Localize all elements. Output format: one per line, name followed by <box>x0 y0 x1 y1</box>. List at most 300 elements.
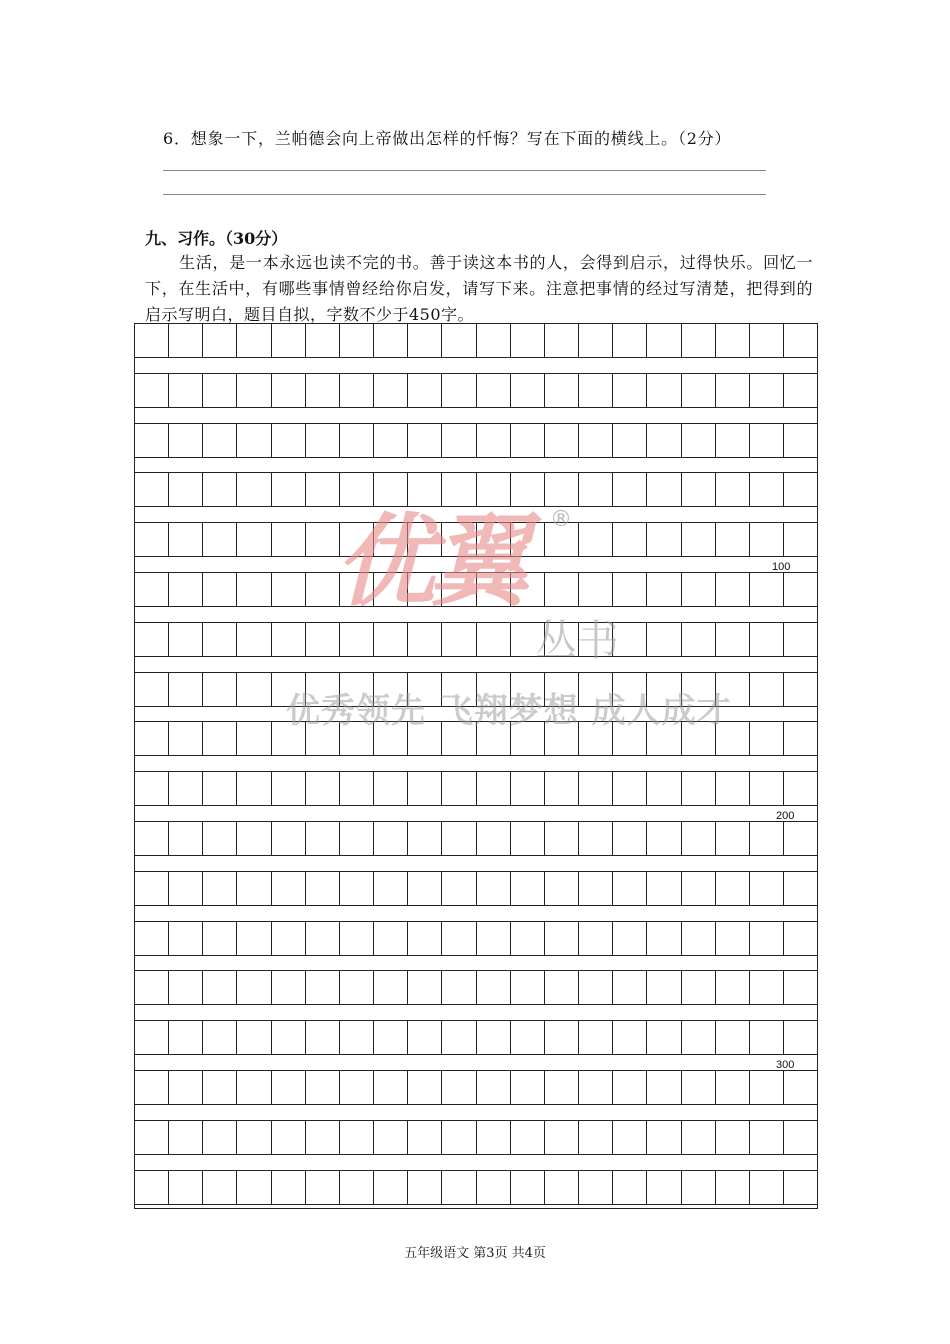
grid-cell[interactable] <box>545 573 579 606</box>
grid-cell[interactable] <box>750 324 784 357</box>
grid-cell[interactable] <box>135 324 169 357</box>
grid-cell[interactable] <box>203 673 237 706</box>
grid-cell[interactable] <box>203 324 237 357</box>
grid-cell[interactable] <box>511 374 545 407</box>
grid-cell[interactable] <box>716 872 750 905</box>
grid-cell[interactable] <box>237 1071 271 1104</box>
grid-cell[interactable] <box>169 374 203 407</box>
grid-cell[interactable] <box>579 872 613 905</box>
grid-cell[interactable] <box>511 324 545 357</box>
grid-cell[interactable] <box>306 374 340 407</box>
grid-cell[interactable] <box>203 722 237 755</box>
grid-cell[interactable] <box>716 1171 750 1204</box>
grid-cell[interactable] <box>511 1071 545 1104</box>
grid-cell[interactable] <box>579 1021 613 1054</box>
grid-cell[interactable] <box>579 971 613 1004</box>
grid-cell[interactable] <box>306 424 340 457</box>
grid-cell[interactable] <box>306 922 340 955</box>
grid-cell[interactable] <box>306 1071 340 1104</box>
grid-cell[interactable] <box>647 473 681 506</box>
grid-cell[interactable] <box>784 1121 817 1154</box>
grid-cell[interactable] <box>169 1171 203 1204</box>
grid-cell[interactable] <box>682 872 716 905</box>
grid-cell[interactable] <box>237 523 271 556</box>
grid-cell[interactable] <box>716 772 750 805</box>
grid-cell[interactable] <box>237 673 271 706</box>
grid-cell[interactable] <box>408 872 442 905</box>
grid-cell[interactable] <box>374 374 408 407</box>
grid-cell[interactable] <box>374 971 408 1004</box>
grid-cell[interactable] <box>340 623 374 656</box>
grid-cell[interactable] <box>647 1171 681 1204</box>
grid-cell[interactable] <box>750 722 784 755</box>
grid-cell[interactable] <box>203 772 237 805</box>
grid-cell[interactable] <box>442 1121 476 1154</box>
grid-cell[interactable] <box>237 971 271 1004</box>
grid-cell[interactable] <box>545 324 579 357</box>
grid-cell[interactable] <box>716 822 750 855</box>
grid-cell[interactable] <box>340 424 374 457</box>
grid-cell[interactable] <box>374 623 408 656</box>
grid-cell[interactable] <box>237 374 271 407</box>
grid-cell[interactable] <box>784 1171 817 1204</box>
grid-cell[interactable] <box>784 1071 817 1104</box>
grid-cell[interactable] <box>613 822 647 855</box>
grid-cell[interactable] <box>545 424 579 457</box>
grid-cell[interactable] <box>340 1171 374 1204</box>
grid-cell[interactable] <box>647 822 681 855</box>
grid-cell[interactable] <box>613 1171 647 1204</box>
grid-cell[interactable] <box>579 424 613 457</box>
grid-cell[interactable] <box>477 1071 511 1104</box>
grid-cell[interactable] <box>442 971 476 1004</box>
grid-cell[interactable] <box>477 1171 511 1204</box>
grid-cell[interactable] <box>647 374 681 407</box>
answer-line[interactable] <box>163 170 766 171</box>
grid-cell[interactable] <box>135 1071 169 1104</box>
grid-cell[interactable] <box>135 473 169 506</box>
grid-cell[interactable] <box>135 1171 169 1204</box>
grid-cell[interactable] <box>716 424 750 457</box>
grid-cell[interactable] <box>750 424 784 457</box>
grid-cell[interactable] <box>477 971 511 1004</box>
grid-cell[interactable] <box>272 1171 306 1204</box>
grid-cell[interactable] <box>442 822 476 855</box>
grid-cell[interactable] <box>716 1021 750 1054</box>
grid-cell[interactable] <box>511 1121 545 1154</box>
grid-cell[interactable] <box>647 971 681 1004</box>
grid-cell[interactable] <box>272 1121 306 1154</box>
grid-cell[interactable] <box>306 772 340 805</box>
grid-cell[interactable] <box>135 623 169 656</box>
grid-cell[interactable] <box>750 1021 784 1054</box>
grid-cell[interactable] <box>716 374 750 407</box>
grid-cell[interactable] <box>203 1071 237 1104</box>
grid-cell[interactable] <box>272 872 306 905</box>
grid-cell[interactable] <box>613 374 647 407</box>
grid-cell[interactable] <box>545 822 579 855</box>
grid-cell[interactable] <box>784 324 817 357</box>
grid-cell[interactable] <box>477 324 511 357</box>
grid-cell[interactable] <box>272 623 306 656</box>
grid-cell[interactable] <box>442 473 476 506</box>
grid-cell[interactable] <box>784 374 817 407</box>
grid-cell[interactable] <box>169 523 203 556</box>
grid-cell[interactable] <box>682 1021 716 1054</box>
grid-cell[interactable] <box>169 922 203 955</box>
grid-cell[interactable] <box>716 473 750 506</box>
grid-cell[interactable] <box>135 872 169 905</box>
grid-cell[interactable] <box>613 1071 647 1104</box>
grid-cell[interactable] <box>545 1071 579 1104</box>
grid-cell[interactable] <box>647 424 681 457</box>
grid-cell[interactable] <box>169 1121 203 1154</box>
grid-cell[interactable] <box>306 1171 340 1204</box>
grid-cell[interactable] <box>203 1021 237 1054</box>
grid-cell[interactable] <box>237 1171 271 1204</box>
grid-cell[interactable] <box>306 872 340 905</box>
grid-cell[interactable] <box>716 1121 750 1154</box>
grid-cell[interactable] <box>716 1071 750 1104</box>
grid-cell[interactable] <box>545 1121 579 1154</box>
grid-cell[interactable] <box>272 822 306 855</box>
grid-cell[interactable] <box>647 1121 681 1154</box>
grid-cell[interactable] <box>579 523 613 556</box>
grid-cell[interactable] <box>237 922 271 955</box>
grid-cell[interactable] <box>374 822 408 855</box>
grid-cell[interactable] <box>340 1121 374 1154</box>
grid-cell[interactable] <box>340 872 374 905</box>
grid-cell[interactable] <box>237 872 271 905</box>
grid-cell[interactable] <box>750 1121 784 1154</box>
grid-cell[interactable] <box>340 1071 374 1104</box>
grid-cell[interactable] <box>374 772 408 805</box>
grid-cell[interactable] <box>613 1021 647 1054</box>
grid-cell[interactable] <box>169 971 203 1004</box>
grid-cell[interactable] <box>613 573 647 606</box>
grid-cell[interactable] <box>237 573 271 606</box>
grid-cell[interactable] <box>682 623 716 656</box>
grid-cell[interactable] <box>272 473 306 506</box>
grid-cell[interactable] <box>477 1121 511 1154</box>
grid-cell[interactable] <box>340 772 374 805</box>
grid-cell[interactable] <box>135 971 169 1004</box>
grid-cell[interactable] <box>682 1171 716 1204</box>
grid-cell[interactable] <box>579 374 613 407</box>
grid-cell[interactable] <box>784 473 817 506</box>
grid-cell[interactable] <box>682 424 716 457</box>
grid-cell[interactable] <box>511 424 545 457</box>
grid-cell[interactable] <box>135 1021 169 1054</box>
grid-cell[interactable] <box>545 374 579 407</box>
grid-cell[interactable] <box>272 971 306 1004</box>
grid-cell[interactable] <box>579 473 613 506</box>
grid-cell[interactable] <box>750 523 784 556</box>
grid-cell[interactable] <box>340 822 374 855</box>
grid-cell[interactable] <box>647 922 681 955</box>
grid-cell[interactable] <box>613 523 647 556</box>
grid-cell[interactable] <box>545 1021 579 1054</box>
grid-cell[interactable] <box>135 922 169 955</box>
grid-cell[interactable] <box>203 573 237 606</box>
grid-cell[interactable] <box>750 1171 784 1204</box>
grid-cell[interactable] <box>477 374 511 407</box>
grid-cell[interactable] <box>613 324 647 357</box>
grid-cell[interactable] <box>340 473 374 506</box>
grid-cell[interactable] <box>306 324 340 357</box>
grid-cell[interactable] <box>750 872 784 905</box>
grid-cell[interactable] <box>716 573 750 606</box>
grid-cell[interactable] <box>408 1071 442 1104</box>
grid-cell[interactable] <box>613 424 647 457</box>
grid-cell[interactable] <box>682 374 716 407</box>
grid-cell[interactable] <box>682 922 716 955</box>
grid-cell[interactable] <box>306 822 340 855</box>
grid-cell[interactable] <box>203 1121 237 1154</box>
grid-cell[interactable] <box>408 1121 442 1154</box>
grid-cell[interactable] <box>272 573 306 606</box>
grid-cell[interactable] <box>477 473 511 506</box>
grid-cell[interactable] <box>647 523 681 556</box>
grid-cell[interactable] <box>477 1021 511 1054</box>
grid-cell[interactable] <box>442 1021 476 1054</box>
grid-cell[interactable] <box>647 1071 681 1104</box>
grid-cell[interactable] <box>442 324 476 357</box>
grid-cell[interactable] <box>374 324 408 357</box>
grid-cell[interactable] <box>237 1121 271 1154</box>
grid-cell[interactable] <box>511 772 545 805</box>
grid-cell[interactable] <box>716 922 750 955</box>
grid-cell[interactable] <box>169 1071 203 1104</box>
grid-cell[interactable] <box>682 573 716 606</box>
grid-cell[interactable] <box>784 1021 817 1054</box>
grid-cell[interactable] <box>374 1021 408 1054</box>
grid-cell[interactable] <box>784 922 817 955</box>
grid-cell[interactable] <box>135 573 169 606</box>
grid-cell[interactable] <box>272 324 306 357</box>
grid-cell[interactable] <box>784 523 817 556</box>
grid-cell[interactable] <box>169 1021 203 1054</box>
grid-cell[interactable] <box>579 1171 613 1204</box>
grid-cell[interactable] <box>374 872 408 905</box>
grid-cell[interactable] <box>306 1121 340 1154</box>
grid-cell[interactable] <box>579 772 613 805</box>
grid-cell[interactable] <box>374 1121 408 1154</box>
grid-cell[interactable] <box>784 971 817 1004</box>
grid-cell[interactable] <box>374 473 408 506</box>
grid-cell[interactable] <box>408 772 442 805</box>
grid-cell[interactable] <box>203 872 237 905</box>
grid-cell[interactable] <box>511 922 545 955</box>
grid-cell[interactable] <box>647 872 681 905</box>
grid-cell[interactable] <box>135 822 169 855</box>
grid-cell[interactable] <box>784 623 817 656</box>
grid-cell[interactable] <box>784 822 817 855</box>
grid-cell[interactable] <box>750 922 784 955</box>
grid-cell[interactable] <box>408 822 442 855</box>
grid-cell[interactable] <box>442 1071 476 1104</box>
grid-cell[interactable] <box>203 1171 237 1204</box>
answer-line[interactable] <box>163 194 766 195</box>
grid-cell[interactable] <box>784 424 817 457</box>
grid-cell[interactable] <box>203 822 237 855</box>
grid-cell[interactable] <box>613 872 647 905</box>
grid-cell[interactable] <box>579 324 613 357</box>
grid-cell[interactable] <box>716 971 750 1004</box>
grid-cell[interactable] <box>408 1021 442 1054</box>
grid-cell[interactable] <box>408 324 442 357</box>
grid-cell[interactable] <box>203 922 237 955</box>
grid-cell[interactable] <box>613 1121 647 1154</box>
grid-cell[interactable] <box>545 772 579 805</box>
grid-cell[interactable] <box>340 922 374 955</box>
grid-cell[interactable] <box>306 1021 340 1054</box>
grid-cell[interactable] <box>442 922 476 955</box>
grid-cell[interactable] <box>716 523 750 556</box>
grid-cell[interactable] <box>272 374 306 407</box>
grid-cell[interactable] <box>135 772 169 805</box>
grid-cell[interactable] <box>408 922 442 955</box>
grid-cell[interactable] <box>750 374 784 407</box>
grid-cell[interactable] <box>682 523 716 556</box>
grid-cell[interactable] <box>750 971 784 1004</box>
grid-cell[interactable] <box>203 623 237 656</box>
grid-cell[interactable] <box>442 374 476 407</box>
grid-cell[interactable] <box>511 473 545 506</box>
grid-cell[interactable] <box>716 324 750 357</box>
grid-cell[interactable] <box>237 822 271 855</box>
grid-cell[interactable] <box>442 623 476 656</box>
grid-cell[interactable] <box>135 424 169 457</box>
grid-cell[interactable] <box>682 1071 716 1104</box>
grid-cell[interactable] <box>784 573 817 606</box>
grid-cell[interactable] <box>682 822 716 855</box>
grid-cell[interactable] <box>477 424 511 457</box>
grid-cell[interactable] <box>340 374 374 407</box>
grid-cell[interactable] <box>408 1171 442 1204</box>
grid-cell[interactable] <box>682 772 716 805</box>
grid-cell[interactable] <box>169 573 203 606</box>
grid-cell[interactable] <box>340 971 374 1004</box>
grid-cell[interactable] <box>306 473 340 506</box>
grid-cell[interactable] <box>408 623 442 656</box>
grid-cell[interactable] <box>135 1121 169 1154</box>
grid-cell[interactable] <box>477 922 511 955</box>
grid-cell[interactable] <box>272 1071 306 1104</box>
grid-cell[interactable] <box>477 772 511 805</box>
grid-cell[interactable] <box>647 1021 681 1054</box>
grid-cell[interactable] <box>237 1021 271 1054</box>
grid-cell[interactable] <box>613 772 647 805</box>
grid-cell[interactable] <box>579 1071 613 1104</box>
grid-cell[interactable] <box>237 324 271 357</box>
grid-cell[interactable] <box>511 1021 545 1054</box>
grid-cell[interactable] <box>340 1021 374 1054</box>
grid-cell[interactable] <box>237 473 271 506</box>
grid-cell[interactable] <box>203 523 237 556</box>
grid-cell[interactable] <box>237 772 271 805</box>
grid-cell[interactable] <box>408 374 442 407</box>
grid-cell[interactable] <box>203 971 237 1004</box>
grid-cell[interactable] <box>374 424 408 457</box>
grid-cell[interactable] <box>750 673 784 706</box>
grid-cell[interactable] <box>203 374 237 407</box>
grid-cell[interactable] <box>272 424 306 457</box>
grid-cell[interactable] <box>784 772 817 805</box>
grid-cell[interactable] <box>545 473 579 506</box>
grid-cell[interactable] <box>135 523 169 556</box>
grid-cell[interactable] <box>169 772 203 805</box>
grid-cell[interactable] <box>169 722 203 755</box>
grid-cell[interactable] <box>682 473 716 506</box>
grid-cell[interactable] <box>477 623 511 656</box>
grid-cell[interactable] <box>511 872 545 905</box>
grid-cell[interactable] <box>408 473 442 506</box>
grid-cell[interactable] <box>784 872 817 905</box>
grid-cell[interactable] <box>374 1171 408 1204</box>
grid-cell[interactable] <box>442 1171 476 1204</box>
grid-cell[interactable] <box>647 573 681 606</box>
grid-cell[interactable] <box>750 822 784 855</box>
grid-cell[interactable] <box>647 324 681 357</box>
grid-cell[interactable] <box>477 822 511 855</box>
grid-cell[interactable] <box>579 822 613 855</box>
grid-cell[interactable] <box>750 623 784 656</box>
grid-cell[interactable] <box>579 1121 613 1154</box>
grid-cell[interactable] <box>135 722 169 755</box>
grid-cell[interactable] <box>169 473 203 506</box>
grid-cell[interactable] <box>442 772 476 805</box>
grid-cell[interactable] <box>545 971 579 1004</box>
grid-cell[interactable] <box>408 971 442 1004</box>
grid-cell[interactable] <box>272 523 306 556</box>
grid-cell[interactable] <box>306 971 340 1004</box>
grid-cell[interactable] <box>442 424 476 457</box>
grid-cell[interactable] <box>374 1071 408 1104</box>
grid-cell[interactable] <box>750 772 784 805</box>
grid-cell[interactable] <box>716 623 750 656</box>
grid-cell[interactable] <box>682 1121 716 1154</box>
grid-cell[interactable] <box>682 324 716 357</box>
grid-cell[interactable] <box>237 623 271 656</box>
grid-cell[interactable] <box>477 872 511 905</box>
grid-cell[interactable] <box>511 971 545 1004</box>
grid-cell[interactable] <box>272 772 306 805</box>
writing-grid[interactable] <box>134 323 818 1209</box>
grid-cell[interactable] <box>272 1021 306 1054</box>
grid-cell[interactable] <box>579 573 613 606</box>
grid-cell[interactable] <box>613 473 647 506</box>
grid-cell[interactable] <box>784 673 817 706</box>
grid-cell[interactable] <box>203 473 237 506</box>
grid-cell[interactable] <box>237 424 271 457</box>
grid-cell[interactable] <box>237 722 271 755</box>
grid-cell[interactable] <box>750 473 784 506</box>
grid-cell[interactable] <box>613 971 647 1004</box>
grid-cell[interactable] <box>511 822 545 855</box>
grid-cell[interactable] <box>511 1171 545 1204</box>
grid-cell[interactable] <box>408 424 442 457</box>
grid-cell[interactable] <box>579 922 613 955</box>
grid-cell[interactable] <box>169 324 203 357</box>
grid-cell[interactable] <box>169 872 203 905</box>
grid-cell[interactable] <box>340 324 374 357</box>
grid-cell[interactable] <box>647 623 681 656</box>
grid-cell[interactable] <box>169 623 203 656</box>
grid-cell[interactable] <box>613 922 647 955</box>
grid-cell[interactable] <box>272 922 306 955</box>
grid-cell[interactable] <box>135 374 169 407</box>
